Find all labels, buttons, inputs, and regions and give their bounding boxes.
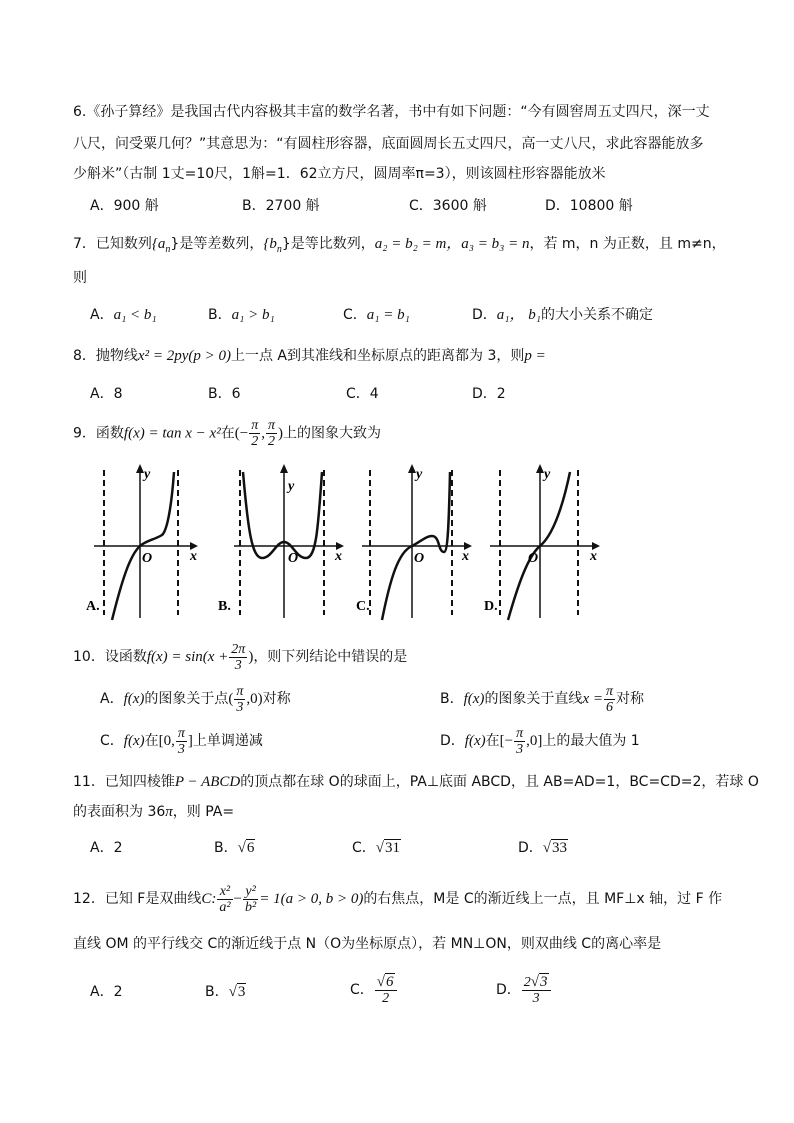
q7-bn: {$b_n$ [263, 236, 282, 255]
q7-line-2: 则 [73, 270, 87, 286]
q7-mid1: }是等差数列， [170, 236, 264, 252]
q10-option-a: A．f(x)的图象关于点( $\frac{\pi}{3}$ ,0)对称 [100, 683, 291, 715]
q6-option-b: B．2700 斛 [242, 198, 320, 214]
q7-tail: ，若 m，n 为正数，且 m≠n， [529, 236, 726, 252]
svg-text:x: x [590, 549, 597, 564]
q6-line-2: 八尺，问受粟几何？”其意思为：“有圆柱形容器，底面圆周长五丈四尺，高一丈八尺，求此容器能放多 [73, 136, 704, 152]
q10-option-c: C．f(x)在[0, $\frac{\pi}{3}$ ]上单调递减 [100, 725, 263, 757]
q7-option-d: D．a₁， b₁的大小关系不确定 [472, 307, 653, 323]
q11-option-a: A．2 [90, 840, 123, 856]
q10-line: 10．设函数f(x) = sin(x + $\frac{2\pi}{3}$ )，则下列结论中错误的是 [73, 641, 408, 673]
svg-text:C.: C. [356, 599, 370, 614]
svg-text:y: y [144, 467, 151, 482]
svg-text:O: O [528, 551, 539, 566]
q7-option-a: A．a₁ < b₁ [90, 307, 157, 323]
q7-cond2: a₃ = b₃ = n [461, 236, 530, 252]
svg-text:y: y [544, 467, 551, 482]
svg-text:O: O [142, 551, 153, 566]
q12-option-b: B．√3 [205, 984, 246, 1000]
q7-an: {$a_n$ [151, 236, 171, 255]
q10-option-d: D．f(x)在[− $\frac{\pi}{3}$ ,0]上的最大值为 1 [440, 725, 640, 757]
svg-text:O: O [288, 551, 299, 566]
q6-option-c: C．3600 斛 [409, 198, 487, 214]
q7-cond1: a₂ = b₂ = m， [374, 236, 462, 252]
q12-option-a: A．2 [90, 984, 123, 1000]
q7-option-b: B．a₁ > b₁ [208, 307, 275, 323]
q8-option-c: C．4 [346, 386, 379, 402]
q11-option-b: B．√6 [214, 840, 255, 856]
q6-line-3: 少斛米”（古制 1丈=10尺，1斛=1．62立方尺，圆周率π=3），则该圆柱形容器能放米 [73, 166, 606, 182]
q8-option-a: A．8 [90, 386, 123, 402]
svg-text:y: y [416, 467, 423, 482]
graph-b [212, 460, 352, 625]
q10-option-b: B．f(x)的图象关于直线x = $\frac{\pi}{6}$ 对称 [440, 683, 644, 715]
q7-mid2: }是等比数列， [281, 236, 375, 252]
svg-text:y: y [288, 479, 295, 494]
q11-option-d: D．√33 [518, 840, 568, 856]
q8-line: 8．抛物线x² = 2py(p > 0)上一点 A到其准线和坐标原点的距离都为 3，则p = [73, 348, 546, 364]
q8-option-d: D．2 [472, 386, 506, 402]
svg-text:D.: D. [484, 599, 498, 614]
q7-line-1 [73, 234, 726, 260]
q11-line-1: 11．已知四棱锥P − ABCD的顶点都在球 O的球面上，PA⊥底面 ABCD，且 AB=AD=1，BC=CD=2，若球 O [73, 774, 759, 790]
q12-option-c: C． $\frac{√6}{2}$ [350, 970, 398, 1010]
q6-line-1: 6.《孙子算经》是我国古代内容极其丰富的数学名著，书中有如下问题：“今有圆窖周五丈四尺，深一丈 [73, 104, 710, 120]
q8-equation: x² = 2py(p > 0) [137, 348, 231, 364]
q6-option-d: D．10800 斛 [545, 198, 633, 214]
graph-a [72, 460, 212, 625]
graph-c [352, 460, 482, 625]
q12-option-d: D． $\frac{2√3}{3}$ [496, 970, 552, 1010]
q12-line-1: 12．已知 F是双曲线C: $\frac{\text{x²}}{\text{a²}}$ − $\frac{\text{y²}}{\text{b²}}$ = 1(a > 0, b > 0)的右焦点，M是 C的渐近线上一点，且 MF⊥x 轴，过 F 作 [73, 883, 723, 915]
svg-text:x: x [190, 549, 197, 564]
q11-option-c: C．√31 [352, 840, 401, 856]
q7-prefix: 7．已知数列 [73, 236, 152, 252]
q12-line-2: 直线 OM 的平行线交 C的渐近线于点 N（O为坐标原点），若 MN⊥ON，则双曲线 C的离心率是 [73, 936, 662, 952]
graph-d [480, 460, 615, 625]
svg-text:B.: B. [218, 599, 231, 614]
q11-line-2: 的表面积为 36π，则 PA= [73, 804, 235, 820]
svg-text:x: x [462, 549, 469, 564]
q8-option-b: B．6 [208, 386, 241, 402]
svg-text:A.: A. [86, 599, 100, 614]
q9-line: 9．函数f(x) = tan x − x²在(− $\frac{\pi}{2}$ , $\frac{\pi}{2}$ )上的图象大致为 [73, 418, 381, 449]
q7-option-c: C．a₁ = b₁ [343, 307, 410, 323]
q9-function: f(x) = tan x − x² [123, 425, 221, 442]
svg-text:x: x [335, 549, 342, 564]
svg-text:O: O [414, 551, 425, 566]
q6-option-a: A．900 斛 [90, 198, 159, 214]
